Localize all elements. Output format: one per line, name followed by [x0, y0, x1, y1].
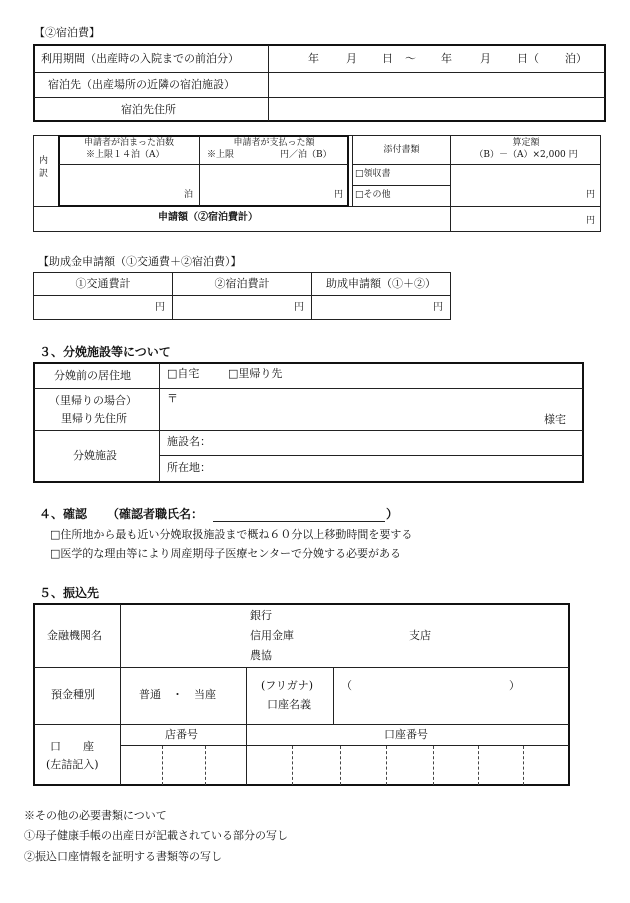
address-input[interactable] — [270, 99, 604, 121]
unit-night: 泊 — [184, 190, 194, 200]
return-label-2: 里帰り先住所 — [61, 412, 127, 425]
col-b-sub-right: 円／泊（B） — [280, 150, 332, 160]
grant-unit-2: 円 — [294, 302, 304, 313]
grant-col-3: 助成申請額（①＋②） — [326, 277, 436, 290]
col-a-title: 申請者が泊まった泊数 — [83, 138, 174, 148]
facility-name-input[interactable] — [220, 432, 580, 454]
date-year-1: 年 — [308, 52, 319, 65]
grant-unit-3: 円 — [433, 302, 443, 313]
account-no-label: 口座番号 — [384, 728, 428, 741]
return-address-input[interactable] — [180, 390, 540, 428]
col-a-sub: ※上限１４泊（A） — [86, 150, 165, 160]
account-name-input[interactable] — [352, 672, 502, 720]
notes-item-2: ②振込口座情報を証明する書類等の写し — [24, 850, 222, 863]
date-day-1: 日 — [382, 52, 393, 65]
date-month-2: 月 — [480, 52, 491, 65]
unit-yen-d: 円 — [586, 190, 596, 200]
facility-label: 分娩施設 — [73, 449, 117, 462]
grant-unit-1: 円 — [155, 302, 165, 313]
address-label: 宿泊先住所 — [121, 103, 176, 116]
account-name-label: 口座名義 — [267, 698, 311, 711]
place-label: 宿泊先（出産場所の近隣の宿泊施設） — [48, 78, 235, 91]
section4-heading: ４、確認 — [39, 507, 88, 521]
bank-type-bank: 銀行 — [250, 609, 272, 622]
account-label-2: (左詰記入) — [46, 758, 99, 771]
period-label: 利用期間（出産時の入院までの前泊分） — [41, 52, 239, 65]
col-d-title: 算定額 — [512, 138, 540, 148]
confirmer-label: （確認者職氏名： — [107, 507, 204, 521]
deposit-type-options[interactable]: 普通 ・ 当座 — [139, 688, 216, 701]
facility-address-input[interactable] — [220, 457, 580, 481]
sama-label: 様宅 — [544, 413, 566, 426]
date-nights: 泊） — [565, 52, 587, 65]
date-day-2: 日（ — [517, 52, 539, 65]
check-other[interactable]: □その他 — [355, 190, 391, 200]
place-input[interactable] — [270, 74, 604, 96]
paren-close: ） — [509, 679, 520, 692]
notes-heading: ※その他の必要書類について — [24, 809, 167, 822]
account-no-input[interactable] — [247, 747, 568, 784]
account-label-1: 口 座 — [50, 740, 94, 753]
total-label: 申請額（②宿泊費計） — [158, 212, 258, 223]
nights-input[interactable] — [60, 166, 198, 204]
col-d-sub: （B）－（A）×2,000 円 — [474, 150, 578, 160]
date-tilde: ～ — [405, 52, 416, 65]
side-label-1: 内 — [39, 156, 49, 166]
grant-col-2: ②宿泊費計 — [214, 277, 270, 290]
total-input[interactable] — [452, 208, 582, 230]
deposit-type-label: 預金種別 — [51, 688, 95, 701]
calculated-amount-input[interactable] — [452, 166, 582, 204]
side-label-2: 訳 — [39, 169, 49, 179]
return-label-1: （里帰りの場合） — [49, 394, 137, 407]
check-receipt[interactable]: □領収書 — [355, 169, 391, 179]
col-b-title: 申請者が支払った額 — [233, 138, 315, 148]
confirmer-line[interactable] — [213, 521, 385, 522]
paren-open: （ — [341, 679, 352, 692]
opt-return[interactable]: □里帰り先 — [228, 367, 283, 380]
residence-label: 分娩前の居住地 — [54, 369, 131, 382]
bank-type-noukyou: 農協 — [250, 649, 272, 662]
section3-heading: ３、分娩施設等について — [39, 345, 171, 359]
furigana-label: (フリガナ) — [261, 679, 314, 692]
institution-name-input[interactable] — [124, 607, 244, 665]
paid-amount-input[interactable] — [201, 166, 347, 204]
section5-heading: ５、振込先 — [39, 586, 100, 600]
unit-yen-b: 円 — [334, 190, 344, 200]
total-unit: 円 — [586, 216, 596, 226]
branch-no-label: 店番号 — [165, 728, 198, 741]
postal-mark: 〒 — [167, 392, 178, 405]
bank-type-shinkin: 信用金庫 — [250, 629, 294, 642]
confirm-check-2[interactable]: □医学的な理由等により周産期母子医療センターで分娩する必要がある — [50, 547, 401, 560]
col-b-sub-left: ※上限 — [207, 150, 235, 160]
confirm-check-1[interactable]: □住所地から最も近い分娩取扱施設まで概ね６０分以上移動時間を要する — [50, 528, 413, 541]
col-c-title: 添付書類 — [383, 145, 420, 155]
lodging-heading: 【②宿泊費】 — [34, 26, 100, 39]
grant-heading: 【助成金申請額（①交通費＋②宿泊費）】 — [38, 255, 242, 268]
facility-name-label: 施設名： — [167, 435, 211, 448]
notes-item-1: ①母子健康手帳の出産日が記載されている部分の写し — [24, 829, 288, 842]
branch-name-input[interactable] — [300, 607, 404, 665]
branch-no-input[interactable] — [121, 747, 245, 784]
institution-label: 金融機関名 — [47, 629, 102, 642]
grant-col-1: ①交通費計 — [75, 277, 131, 290]
date-year-2: 年 — [441, 52, 452, 65]
facility-address-label: 所在地： — [167, 461, 211, 474]
branch-label: 支店 — [409, 629, 431, 642]
opt-home[interactable]: □自宅 — [167, 367, 200, 380]
date-month-1: 月 — [346, 52, 357, 65]
confirmer-close: ） — [386, 507, 399, 521]
